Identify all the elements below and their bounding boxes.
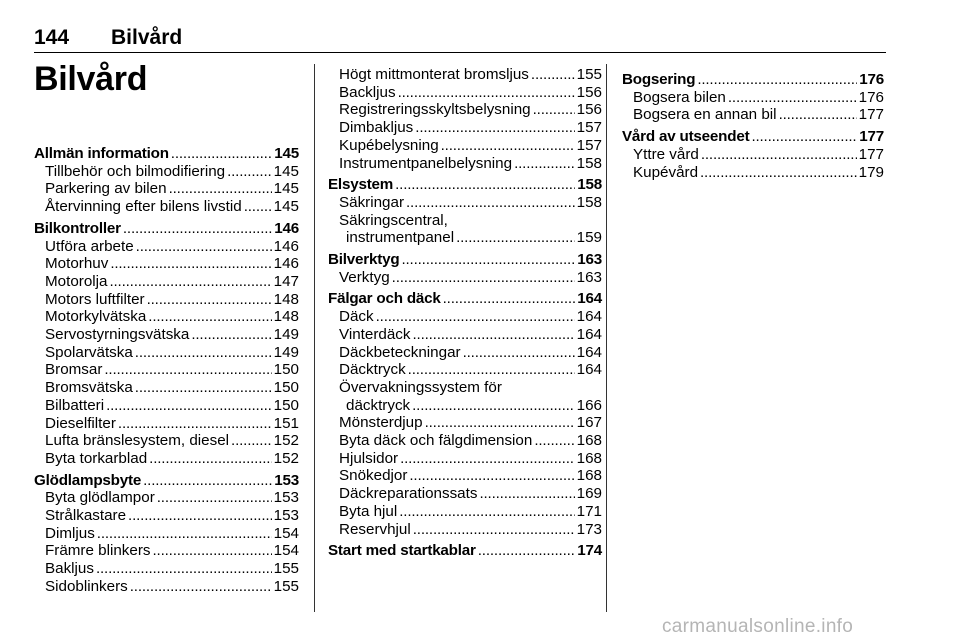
toc-entry[interactable] bbox=[328, 119, 602, 137]
toc-entry[interactable] bbox=[34, 397, 299, 415]
dot-leader bbox=[169, 180, 272, 198]
toc-page-number: 158 bbox=[577, 176, 602, 194]
dot-leader bbox=[392, 269, 575, 287]
toc-entry[interactable] bbox=[34, 308, 299, 326]
dot-leader bbox=[413, 521, 575, 539]
toc-entry[interactable] bbox=[328, 269, 602, 287]
toc-page-number: 168 bbox=[576, 467, 602, 485]
toc-entry-label: däcktryck bbox=[346, 396, 411, 414]
dot-leader bbox=[415, 119, 574, 137]
toc-entry-label: Byta däck och fälgdimension bbox=[339, 432, 533, 450]
toc-entry[interactable] bbox=[34, 163, 299, 181]
dot-leader bbox=[697, 71, 857, 89]
toc-entry[interactable] bbox=[34, 344, 299, 362]
toc-entry[interactable] bbox=[328, 521, 602, 539]
column-divider bbox=[314, 64, 315, 612]
toc-entry[interactable] bbox=[34, 525, 299, 543]
toc-entry-label: Spolarvätska bbox=[45, 343, 133, 361]
toc-page-number: 145 bbox=[274, 145, 299, 162]
toc-page-number: 159 bbox=[576, 229, 602, 247]
column-divider bbox=[606, 64, 607, 612]
toc-entry[interactable] bbox=[328, 361, 602, 379]
toc-entry[interactable] bbox=[34, 415, 299, 433]
toc-entry-label: Motorhuv bbox=[45, 255, 109, 273]
toc-page-number: 167 bbox=[576, 414, 602, 432]
toc-entry-label: Backljus bbox=[339, 83, 396, 101]
dot-leader bbox=[135, 344, 272, 362]
toc-entry-label: Kupébelysning bbox=[339, 136, 439, 154]
toc-entry-label: Däck bbox=[339, 308, 374, 326]
toc-page-number: 155 bbox=[576, 66, 602, 83]
toc-page-number: 179 bbox=[858, 163, 884, 181]
toc-entry-label: Bakljus bbox=[45, 560, 94, 578]
toc-section-entry[interactable] bbox=[328, 176, 602, 194]
toc-entry[interactable] bbox=[328, 503, 602, 521]
toc-entry[interactable] bbox=[34, 273, 299, 291]
toc-entry-label: Bilverktyg bbox=[328, 251, 400, 269]
toc-entry[interactable] bbox=[328, 414, 602, 432]
toc-entry-label: Dimljus bbox=[45, 524, 95, 542]
toc-entry[interactable] bbox=[34, 326, 299, 344]
toc-entry[interactable] bbox=[328, 397, 602, 415]
dot-leader bbox=[143, 472, 272, 490]
toc-entry[interactable] bbox=[328, 308, 602, 326]
toc-page-number: 164 bbox=[577, 290, 602, 308]
dot-leader bbox=[463, 344, 575, 362]
chapter-title: Bilvård bbox=[34, 60, 148, 98]
toc-page-number: 157 bbox=[576, 119, 602, 137]
dot-leader bbox=[728, 89, 857, 107]
dot-leader bbox=[191, 326, 271, 344]
dot-leader bbox=[779, 106, 857, 124]
toc-entry[interactable] bbox=[328, 467, 602, 485]
toc-entry-label: Fälgar och däck bbox=[328, 290, 441, 308]
toc-entry-label: Byta hjul bbox=[339, 502, 398, 520]
toc-entry-line: Säkringscentral, bbox=[339, 211, 448, 229]
dot-leader bbox=[149, 450, 272, 468]
toc-section-entry[interactable] bbox=[622, 128, 884, 146]
toc-page-number: 174 bbox=[577, 542, 602, 560]
toc-entry[interactable] bbox=[34, 489, 299, 507]
toc-page-number: 163 bbox=[577, 251, 602, 269]
dot-leader bbox=[751, 128, 857, 146]
toc-entry[interactable] bbox=[328, 229, 602, 247]
toc-page-number: 177 bbox=[859, 128, 884, 146]
dot-leader bbox=[147, 291, 272, 309]
toc-entry-label: Registreringsskyltsbelysning bbox=[339, 101, 531, 119]
toc-entry-label: Bogsera en annan bil bbox=[633, 106, 777, 124]
toc-page-number: 153 bbox=[273, 507, 299, 525]
dot-leader bbox=[148, 308, 271, 326]
dot-leader bbox=[398, 84, 575, 102]
toc-entry-label: Hjulsidor bbox=[339, 449, 399, 467]
toc-page-number: 146 bbox=[274, 219, 299, 237]
dot-leader bbox=[231, 432, 272, 450]
toc-page-number: 156 bbox=[576, 83, 602, 101]
dot-leader bbox=[157, 489, 272, 507]
toc-entry-label: Elsystem bbox=[328, 176, 394, 194]
toc-entry-label: Sidoblinkers bbox=[45, 577, 128, 595]
dot-leader bbox=[456, 229, 575, 247]
toc-page-number: 154 bbox=[273, 524, 299, 542]
dot-leader bbox=[123, 220, 272, 238]
toc-page-number: 177 bbox=[858, 106, 884, 124]
toc-section-entry[interactable] bbox=[34, 145, 299, 163]
watermark: carmanualsonline.info bbox=[662, 616, 854, 637]
dot-leader bbox=[700, 164, 857, 182]
toc-entry-label: Tillbehör och bilmodifiering bbox=[45, 162, 226, 180]
toc-section-entry[interactable] bbox=[328, 251, 602, 269]
toc-page-number: 176 bbox=[858, 88, 884, 106]
toc-page-number: 164 bbox=[576, 325, 602, 343]
toc-entry-label: Däckbeteckningar bbox=[339, 343, 461, 361]
toc-entry[interactable] bbox=[328, 155, 602, 173]
toc-page-number: 153 bbox=[274, 471, 299, 489]
dot-leader bbox=[401, 251, 575, 269]
toc-page-number: 176 bbox=[859, 71, 884, 88]
dot-leader bbox=[412, 397, 575, 415]
toc-page-number: 158 bbox=[576, 154, 602, 172]
toc-page-number: 155 bbox=[273, 560, 299, 578]
dot-leader bbox=[441, 137, 575, 155]
toc-entry-label: Återvinning efter bilens livstid bbox=[45, 198, 242, 216]
toc-entry-label: Instrumentpanelbelysning bbox=[339, 154, 513, 172]
toc-entry-label: Bilbatteri bbox=[45, 396, 105, 414]
toc-page-number: 158 bbox=[576, 193, 602, 211]
toc-entry-label: Kupévård bbox=[633, 163, 699, 181]
dot-leader bbox=[106, 397, 272, 415]
toc-entry-line: Övervakningssystem för bbox=[339, 378, 502, 396]
toc-entry-label: Dimbakljus bbox=[339, 119, 414, 137]
toc-entry[interactable] bbox=[328, 194, 602, 212]
dot-leader bbox=[400, 450, 575, 468]
toc-entry-label: Mönsterdjup bbox=[339, 414, 423, 432]
dot-leader bbox=[96, 560, 272, 578]
toc-page-number: 146 bbox=[273, 237, 299, 255]
toc-entry-label: Byta torkarblad bbox=[45, 449, 148, 467]
toc-column-2 bbox=[328, 66, 602, 560]
toc-entry-label: Bromsvätska bbox=[45, 379, 133, 397]
toc-entry-label: Motorolja bbox=[45, 272, 108, 290]
toc-page-number: 145 bbox=[273, 198, 299, 216]
toc-page-number: 168 bbox=[576, 432, 602, 450]
toc-page-number: 166 bbox=[576, 396, 602, 414]
toc-entry[interactable] bbox=[34, 198, 299, 216]
toc-entry-label: Glödlampsbyte bbox=[34, 471, 142, 489]
dot-leader bbox=[514, 155, 575, 173]
toc-page-number: 156 bbox=[576, 101, 602, 119]
dot-leader bbox=[118, 415, 272, 433]
toc-page-number: 171 bbox=[576, 502, 602, 520]
toc-page-number: 157 bbox=[576, 136, 602, 154]
dot-leader bbox=[533, 101, 575, 119]
toc-entry[interactable] bbox=[622, 164, 884, 182]
toc-page-number: 155 bbox=[273, 577, 299, 595]
dot-leader bbox=[479, 485, 574, 503]
toc-entry-label: Vård av utseendet bbox=[622, 128, 750, 146]
toc-entry[interactable] bbox=[328, 450, 602, 468]
dot-leader bbox=[110, 255, 271, 273]
dot-leader bbox=[153, 542, 272, 560]
toc-entry-label: Parkering av bilen bbox=[45, 180, 167, 198]
toc-entry[interactable] bbox=[34, 180, 299, 198]
page-header bbox=[34, 26, 886, 53]
toc-column-3 bbox=[622, 71, 884, 181]
toc-entry-label: Servostyrningsvätska bbox=[45, 326, 190, 344]
toc-entry[interactable] bbox=[34, 238, 299, 256]
toc-page-number: 150 bbox=[273, 379, 299, 397]
toc-page-number: 147 bbox=[273, 272, 299, 290]
dot-leader bbox=[109, 273, 271, 291]
dot-leader bbox=[130, 578, 272, 596]
toc-entry[interactable] bbox=[622, 89, 884, 107]
toc-entry-label: Bogsering bbox=[622, 71, 696, 88]
toc-entry[interactable] bbox=[34, 542, 299, 560]
toc-page-number: 154 bbox=[273, 542, 299, 560]
toc-entry-label: Högt mittmonterat bromsljus bbox=[339, 66, 529, 83]
toc-column-1 bbox=[34, 145, 299, 596]
dot-leader bbox=[97, 525, 272, 543]
dot-leader bbox=[478, 542, 576, 560]
toc-entry[interactable] bbox=[34, 432, 299, 450]
toc-entry-label: instrumentpanel bbox=[346, 229, 455, 247]
toc-entry-label: Start med startkablar bbox=[328, 542, 476, 560]
toc-entry[interactable] bbox=[622, 146, 884, 164]
toc-entry-label: Främre blinkers bbox=[45, 542, 151, 560]
dot-leader bbox=[531, 66, 575, 84]
toc-entry[interactable] bbox=[34, 560, 299, 578]
running-title: Bilvård bbox=[111, 26, 183, 49]
toc-entry[interactable] bbox=[34, 578, 299, 596]
toc-entry-label: Bromsar bbox=[45, 361, 103, 379]
toc-page-number: 149 bbox=[273, 326, 299, 344]
toc-entry[interactable] bbox=[328, 84, 602, 102]
dot-leader bbox=[376, 308, 575, 326]
toc-page-number: 145 bbox=[273, 162, 299, 180]
toc-page-number: 150 bbox=[273, 396, 299, 414]
page-number: 144 bbox=[34, 26, 70, 49]
dot-leader bbox=[128, 507, 272, 525]
toc-entry-label: Verktyg bbox=[339, 268, 390, 286]
toc-entry-label: Däckreparationssats bbox=[339, 485, 478, 503]
toc-entry[interactable] bbox=[34, 379, 299, 397]
toc-entry-label: Byta glödlampor bbox=[45, 489, 155, 507]
toc-entry[interactable] bbox=[328, 344, 602, 362]
dot-leader bbox=[395, 176, 575, 194]
toc-entry[interactable] bbox=[328, 66, 602, 84]
dot-leader bbox=[534, 432, 574, 450]
toc-page-number: 173 bbox=[576, 520, 602, 538]
dot-leader bbox=[425, 414, 575, 432]
toc-page-number: 177 bbox=[858, 145, 884, 163]
dot-leader bbox=[171, 145, 272, 163]
toc-entry-label: Bilkontroller bbox=[34, 219, 121, 237]
dot-leader bbox=[135, 379, 272, 397]
toc-page-number: 151 bbox=[273, 414, 299, 432]
toc-page-number: 148 bbox=[273, 308, 299, 326]
toc-entry[interactable] bbox=[328, 137, 602, 155]
toc-section-entry[interactable] bbox=[622, 71, 884, 89]
toc-page-number: 164 bbox=[576, 343, 602, 361]
toc-entry[interactable] bbox=[34, 255, 299, 273]
dot-leader bbox=[406, 194, 575, 212]
toc-section-entry[interactable] bbox=[34, 220, 299, 238]
toc-entry[interactable] bbox=[328, 326, 602, 344]
dot-leader bbox=[443, 290, 576, 308]
toc-entry-label: Vinterdäck bbox=[339, 325, 411, 343]
dot-leader bbox=[104, 361, 271, 379]
toc-page-number: 146 bbox=[273, 255, 299, 273]
toc-entry-label: Motorkylvätska bbox=[45, 308, 147, 326]
toc-page-number: 169 bbox=[576, 485, 602, 503]
toc-page-number: 150 bbox=[273, 361, 299, 379]
toc-entry-label: Lufta bränslesystem, diesel bbox=[45, 432, 230, 450]
toc-entry[interactable] bbox=[328, 101, 602, 119]
dot-leader bbox=[136, 238, 272, 256]
toc-entry[interactable] bbox=[34, 507, 299, 525]
toc-entry[interactable] bbox=[622, 106, 884, 124]
toc-entry-label: Bogsera bilen bbox=[633, 88, 726, 106]
dot-leader bbox=[409, 467, 574, 485]
toc-entry-label: Reservhjul bbox=[339, 520, 411, 538]
toc-entry[interactable] bbox=[328, 432, 602, 450]
toc-page-number: 153 bbox=[273, 489, 299, 507]
toc-entry[interactable] bbox=[328, 485, 602, 503]
toc-entry-label: Dieselfilter bbox=[45, 414, 116, 432]
toc-page-number: 149 bbox=[273, 343, 299, 361]
toc-section-entry[interactable] bbox=[34, 472, 299, 490]
toc-page-number: 152 bbox=[273, 449, 299, 467]
dot-leader bbox=[244, 198, 272, 216]
toc-entry-label: Allmän information bbox=[34, 145, 169, 162]
toc-entry[interactable] bbox=[34, 361, 299, 379]
dot-leader bbox=[408, 361, 575, 379]
toc-entry-label: Snökedjor bbox=[339, 467, 408, 485]
toc-entry-label: Säkringar bbox=[339, 193, 404, 211]
toc-page-number: 164 bbox=[576, 361, 602, 379]
dot-leader bbox=[701, 146, 857, 164]
toc-entry-label: Yttre vård bbox=[633, 145, 699, 163]
dot-leader bbox=[227, 163, 272, 181]
toc-section-entry[interactable] bbox=[328, 542, 602, 560]
toc-page-number: 152 bbox=[273, 432, 299, 450]
toc-page-number: 148 bbox=[273, 290, 299, 308]
dot-leader bbox=[399, 503, 574, 521]
toc-page-number: 164 bbox=[576, 308, 602, 326]
toc-entry-label: Motors luftfilter bbox=[45, 290, 145, 308]
toc-page-number: 163 bbox=[576, 268, 602, 286]
toc-entry-label: Utföra arbete bbox=[45, 237, 134, 255]
toc-entry-label: Strålkastare bbox=[45, 507, 127, 525]
toc-entry-label: Däcktryck bbox=[339, 361, 406, 379]
dot-leader bbox=[412, 326, 574, 344]
toc-page-number: 168 bbox=[576, 449, 602, 467]
toc-page-number: 145 bbox=[273, 180, 299, 198]
toc-entry[interactable] bbox=[34, 291, 299, 309]
toc-entry[interactable] bbox=[34, 450, 299, 468]
toc-section-entry[interactable] bbox=[328, 290, 602, 308]
